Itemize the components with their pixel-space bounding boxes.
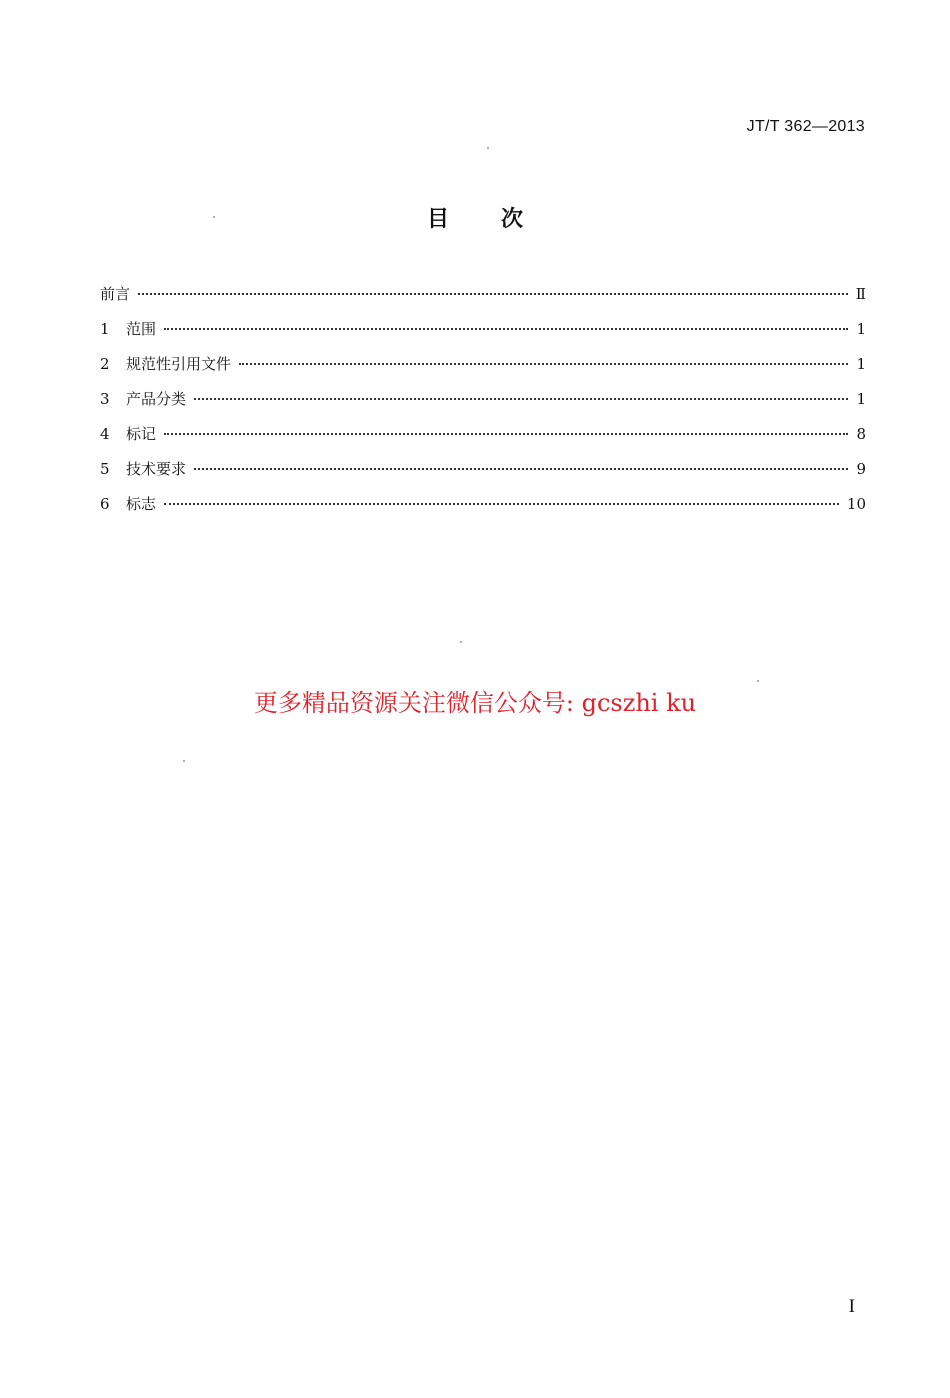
toc-entry[interactable]	[100, 353, 866, 388]
scan-speck	[487, 147, 489, 149]
toc-entry[interactable]	[100, 493, 866, 528]
scan-speck	[460, 641, 462, 643]
toc-leader-dots	[194, 468, 848, 470]
toc-entry-number: 4	[100, 425, 110, 443]
scan-speck	[757, 680, 759, 682]
toc-entry-number: 3	[100, 390, 110, 408]
toc-leader-dots	[138, 293, 848, 295]
toc-entry[interactable]	[100, 388, 866, 423]
toc-entry[interactable]	[100, 423, 866, 458]
toc-entry-label: 技术要求	[126, 460, 187, 478]
toc-entry-number: 5	[100, 460, 110, 478]
toc-list	[100, 283, 866, 528]
toc-entry-page: 9	[856, 460, 866, 478]
toc-leader-dots	[164, 503, 839, 505]
toc-title: 目次	[426, 207, 575, 232]
toc-entry-page: 1	[856, 320, 866, 338]
scan-speck	[183, 760, 185, 762]
page-number: I	[848, 1296, 855, 1317]
toc-entry-number: 6	[100, 495, 110, 513]
toc-entry-number: 1	[100, 320, 110, 338]
toc-entry-page: 1	[856, 390, 866, 408]
promo-text: 更多精品资源关注微信公众号: gcszhi ku	[253, 689, 697, 717]
toc-entry-number: 2	[100, 355, 110, 373]
toc-entry-page: Ⅱ	[855, 285, 866, 303]
toc-entry-label: 前言	[100, 285, 131, 303]
toc-entry-label: 标志	[126, 495, 157, 513]
toc-entry-label: 规范性引用文件	[126, 355, 232, 373]
toc-entry-label: 产品分类	[126, 390, 187, 408]
toc-entry-page: 1	[856, 355, 866, 373]
toc-entry-page: 10	[846, 495, 866, 513]
toc-entry-label: 标记	[126, 425, 157, 443]
toc-leader-dots	[239, 363, 848, 365]
toc-leader-dots	[194, 398, 848, 400]
scan-speck	[213, 216, 215, 218]
standard-code: JT/T 362—2013	[746, 118, 865, 135]
toc-leader-dots	[164, 433, 848, 435]
toc-entry[interactable]	[100, 458, 866, 493]
toc-entry-label: 范围	[126, 320, 157, 338]
toc-entry[interactable]	[100, 283, 866, 318]
toc-entry-page: 8	[856, 425, 866, 443]
toc-leader-dots	[164, 328, 848, 330]
toc-entry[interactable]	[100, 318, 866, 353]
